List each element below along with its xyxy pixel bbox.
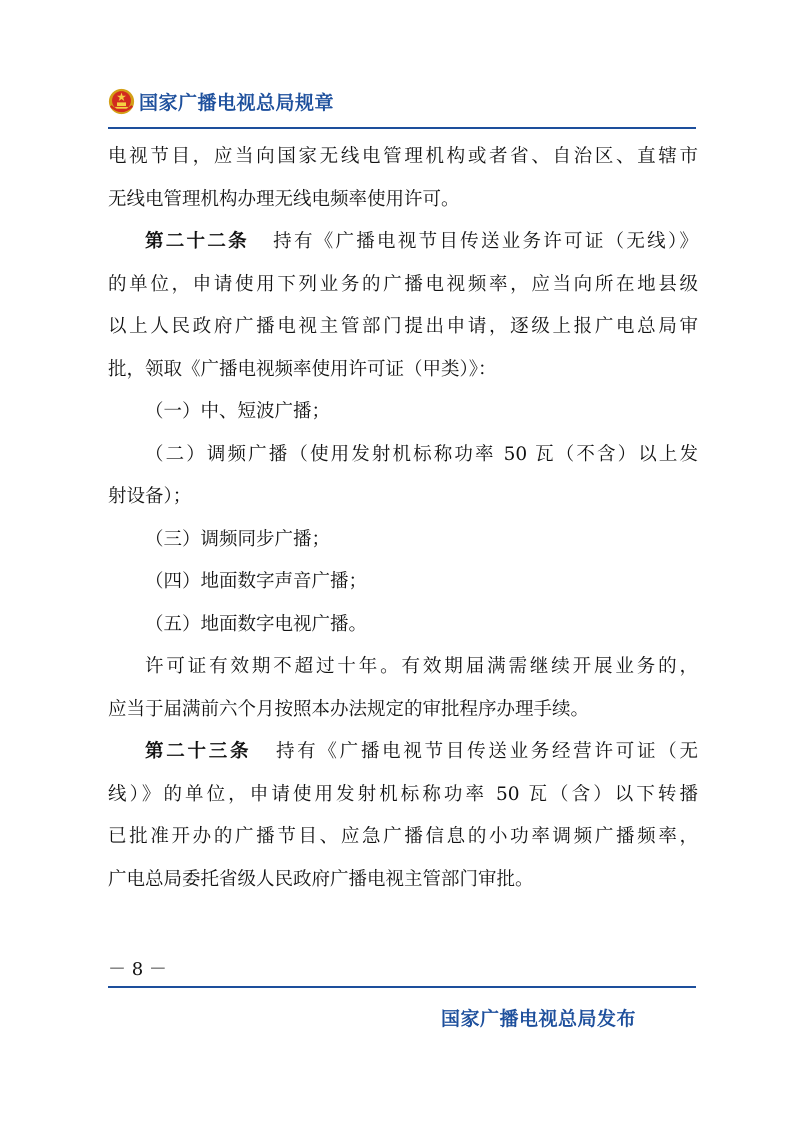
header-divider	[108, 127, 696, 129]
header-title: 国家广播电视总局规章	[139, 92, 335, 114]
list-item: （三）调频同步广播；	[145, 528, 331, 550]
list-item: （二）调频广播（使用发射机标称功率 50 瓦（不含）以上发	[145, 443, 698, 465]
text-line: 无线电管理机构办理无线电频率使用许可。	[108, 188, 460, 210]
list-item: （一）中、短波广播；	[145, 401, 331, 422]
text-line: 线）》的单位，申请使用发射机标称功率 50 瓦（含）以下转播	[108, 783, 698, 805]
text-line: 的单位，申请使用下列业务的广播电视频率，应当向所在地县级	[108, 273, 698, 295]
article-23-first-line	[108, 731, 698, 774]
list-item: （五）地面数字电视广播。	[145, 613, 368, 635]
list-item: （四）地面数字声音广播；	[145, 571, 368, 592]
text-line: 持有《广播电视节目传送业务许可证（无线）》	[270, 231, 698, 252]
document-body	[108, 136, 698, 901]
text-line: 已批准开办的广播节目、应急广播信息的小功率调频广播频率，	[108, 826, 698, 847]
footer-divider	[108, 986, 696, 988]
list-item-continuation: 射设备）；	[108, 486, 192, 507]
article-22-first-line	[108, 221, 698, 264]
article-22-label: 第二十二条	[145, 231, 249, 252]
text-line: 广电总局委托省级人民政府广播电视主管部门审批。	[108, 868, 534, 890]
text-line: 批，领取《广播电视频率使用许可证（甲类）》：	[108, 358, 497, 380]
page-header	[108, 86, 698, 120]
text-line: 以上人民政府广播电视主管部门提出申请，逐级上报广电总局审	[108, 316, 698, 337]
article-23-label: 第二十三条	[145, 741, 252, 762]
national-emblem-icon	[108, 88, 135, 115]
page-number: － 8 －	[108, 959, 167, 980]
footer-publisher: 国家广播电视总局发布	[441, 1008, 637, 1030]
text-line: 许可证有效期不超过十年。有效期届满需继续开展业务的，	[145, 656, 698, 677]
text-line: 电视节目，应当向国家无线电管理机构或者省、自治区、直辖市	[108, 146, 698, 167]
text-line: 应当于届满前六个月按照本办法规定的审批程序办理手续。	[108, 698, 590, 720]
text-line: 持有《广播电视节目传送业务经营许可证（无	[273, 741, 698, 762]
